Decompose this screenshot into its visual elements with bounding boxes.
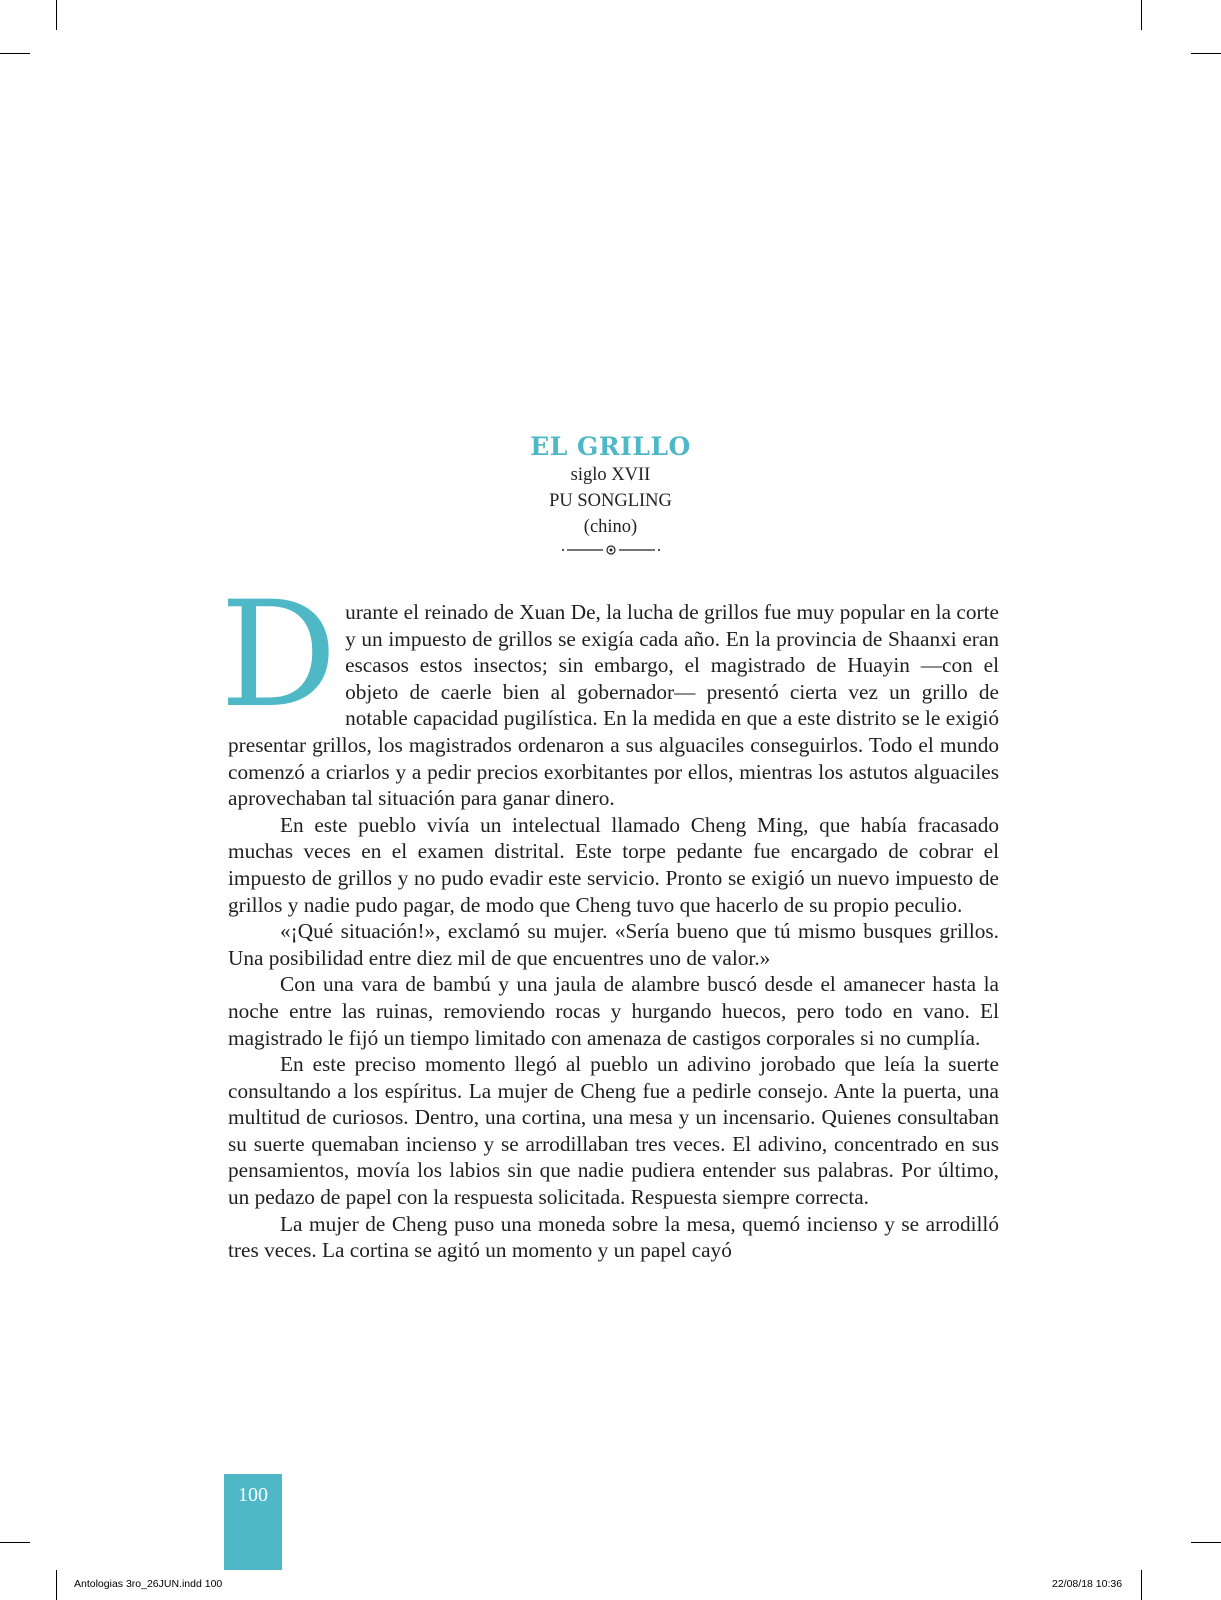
crop-mark (1141, 1570, 1142, 1600)
slug-left: Antologias 3ro_26JUN.indd 100 (74, 1578, 223, 1590)
crop-mark (1141, 0, 1142, 30)
author-name: PU SONGLING (549, 491, 672, 511)
paragraph-text: urante el reinado de Xuan De, la lucha de grillos fue muy popular en la corte y un impuesto de grillos se exigía cada año. En la provincia de Shaanxi eran escasos estos insectos; sin embargo, el magistrado de Huayin —con el objeto de caerle bien al gobernador— presentó cierta vez un grillo de notable capacidad pugilística. En la medida en que a este distrito se le exigió presentar grillos, los magistrados ordenaron a sus alguaciles conseguirlos. Todo el mundo comenzó a criarlos y a pedir precios exorbitantes por ellos, mientras los astutos alguaciles aprovechaban tal situación para ganar dinero. (228, 600, 999, 811)
crop-mark (0, 53, 30, 54)
crop-mark (0, 1542, 30, 1543)
paragraph: La mujer de Cheng puso una moneda sobre la mesa, quemó incienso y se arrodilló tres veces. La cortina se agitó un momento y un papel cayó (228, 1211, 999, 1263)
crop-mark (56, 0, 57, 30)
ornament-divider-icon (561, 544, 661, 556)
slug-right: 22/08/18 10:36 (1052, 1578, 1123, 1590)
century-label: siglo XVII (570, 465, 651, 485)
paragraph: Con una vara de bambú y una jaula de alambre buscó desde el amanecer hasta la noche entre las ruinas, removiendo rocas y hurgando huecos, pero todo en vano. El magistrado le fijó un tiempo limitado con amenaza de castigos corporales si no cumplía. (228, 972, 999, 1050)
crop-mark (56, 1570, 57, 1600)
page-number: 100 (224, 1474, 282, 1570)
story-text (220, 570, 999, 1264)
crop-mark (1191, 53, 1221, 54)
title-block (0, 432, 1221, 556)
paragraph: En este pueblo vivía un intelectual llamado Cheng Ming, que había fracasado muchas veces en el examen distrital. Este torpe pedante fue encargado de cobrar el impuesto de grillos y no pudo evadir este servicio. Pronto se exigió un nuevo impuesto de grillos y nadie pudo pagar, de modo que Cheng tuvo que hacerlo de su propio peculio. (228, 812, 999, 917)
crop-mark (1191, 1542, 1221, 1543)
drop-cap: D (220, 570, 338, 740)
paragraph: «¡Qué situación!», exclamó su mujer. «Sería bueno que tú mismo busques grillos. Una posibilidad entre diez mil de que encuentres uno de valor.» (228, 919, 999, 970)
paragraph (220, 570, 999, 812)
story-title: EL GRILLO (530, 432, 691, 461)
origin-label: (chino) (583, 517, 638, 537)
paragraph: En este preciso momento llegó al pueblo un adivino jorobado que leía la suerte consultando a los espíritus. La mujer de Cheng fue a pedirle consejo. Ante la puerta, una multitud de curiosos. Dentro, una cortina, una mesa y un incensario. Quienes consultaban su suerte quemaban incienso y se arrodillaban tres veces. El adivino, concentrado en sus pensamientos, movía los labios sin que nadie pudiera entender sus palabras. Por último, un pedazo de papel con la respuesta solicitada. Respuesta siempre correcta. (228, 1052, 999, 1210)
